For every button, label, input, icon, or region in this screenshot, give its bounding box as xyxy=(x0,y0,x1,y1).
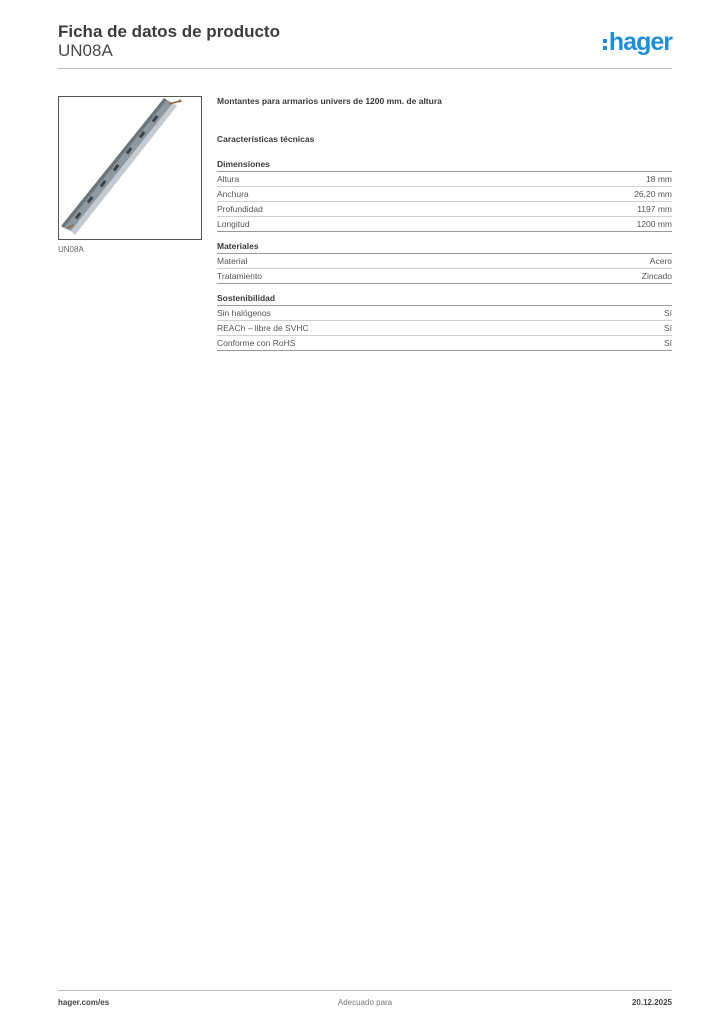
section-title: Dimensiones xyxy=(217,159,672,172)
spec-value: Zincado xyxy=(641,271,672,281)
spec-label: Sin halógenos xyxy=(217,308,271,318)
section-dimensions xyxy=(217,159,672,232)
footer-center-text: Adecuado para xyxy=(337,998,393,1007)
section-title: Sostenibilidad xyxy=(217,293,672,306)
header-divider xyxy=(58,68,672,69)
spec-row xyxy=(217,202,672,217)
document-title: Ficha de datos de producto xyxy=(58,22,280,41)
logo-dots-icon xyxy=(603,36,607,50)
spec-row xyxy=(217,269,672,284)
spec-value: 26,20 mm xyxy=(634,189,672,199)
section-materials xyxy=(217,241,672,284)
spec-value: 18 mm xyxy=(646,174,672,184)
technical-characteristics-heading: Características técnicas xyxy=(217,134,315,144)
spec-row xyxy=(217,321,672,336)
spec-value: Sí xyxy=(663,323,672,333)
hager-logo xyxy=(603,28,672,57)
logo-text: hager xyxy=(608,28,672,56)
spec-label: Altura xyxy=(217,174,240,184)
spec-value: Acero xyxy=(649,256,672,266)
spec-value: 1197 mm xyxy=(637,204,672,214)
website-link[interactable]: hager.com/es xyxy=(58,998,110,1007)
spec-value: Sí xyxy=(663,308,672,318)
product-code: UN08A xyxy=(58,41,113,60)
spec-row xyxy=(217,306,672,321)
footer-divider xyxy=(58,990,672,991)
spec-label: Longitud xyxy=(217,219,250,229)
section-sustainability xyxy=(217,293,672,351)
section-title: Materiales xyxy=(217,241,672,254)
product-image xyxy=(58,96,202,240)
image-caption: UN08A xyxy=(58,245,84,254)
spec-row xyxy=(217,172,672,187)
spec-label: Conforme con RoHS xyxy=(217,338,296,348)
spec-label: Anchura xyxy=(217,189,249,199)
product-details xyxy=(217,96,672,360)
spec-label: Material xyxy=(217,256,248,266)
spec-row xyxy=(217,254,672,269)
spec-value: Sí xyxy=(663,338,672,348)
product-description: Montantes para armarios univers de 1200 mm. de altura xyxy=(217,96,442,106)
spec-value: 1200 mm xyxy=(636,219,672,229)
spec-row xyxy=(217,336,672,351)
mounting-rail-illustration xyxy=(59,97,201,239)
document-date: 20.12.2025 xyxy=(631,998,672,1007)
spec-row xyxy=(217,217,672,232)
spec-label: Tratamiento xyxy=(217,271,263,281)
spec-label: Profundidad xyxy=(217,204,263,214)
spec-row xyxy=(217,187,672,202)
page-header xyxy=(58,20,672,68)
spec-label: REACh – libre de SVHC xyxy=(217,323,309,333)
